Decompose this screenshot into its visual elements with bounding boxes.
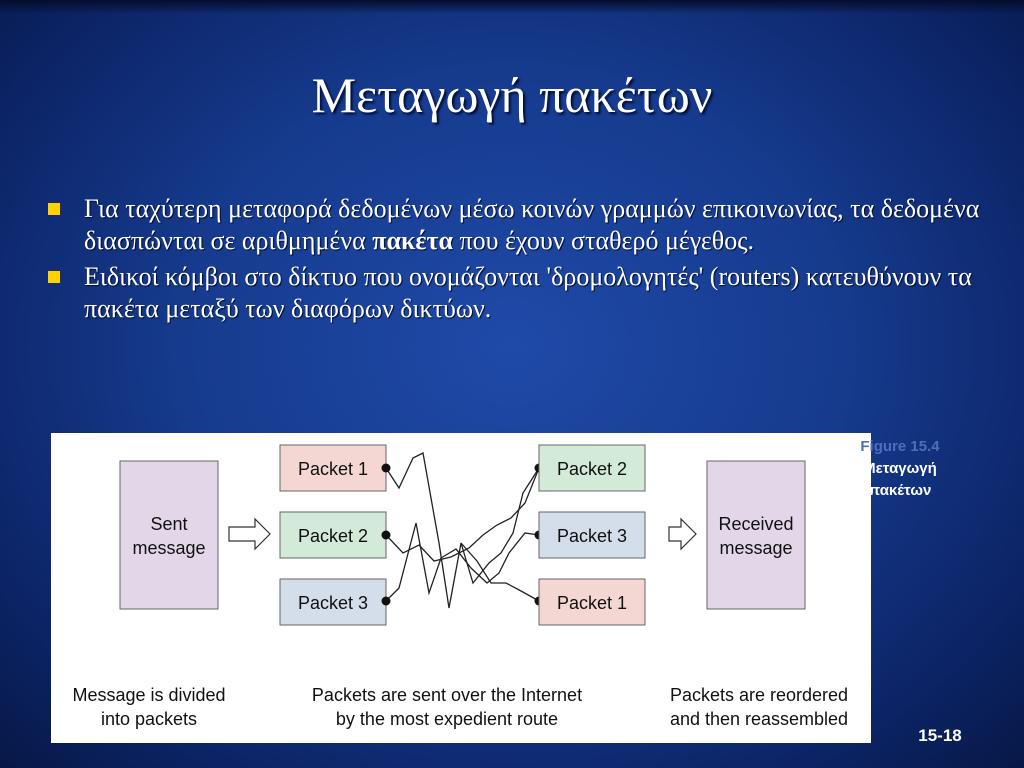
sent-message-label-1: Sent — [150, 514, 188, 534]
label-left-line-1: Message is divided — [72, 685, 226, 705]
router-dot — [382, 464, 391, 473]
bullet-square-icon — [48, 271, 60, 283]
route-packet-1 — [386, 453, 539, 608]
packet-switching-diagram — [51, 433, 871, 743]
figure-caption-line-1: Μεταγωγή — [863, 460, 937, 477]
slide-title: Μεταγωγή πακέτων — [311, 67, 713, 123]
label-mid-line-2: by the most expedient route — [335, 709, 559, 729]
label-mid-line-1: Packets are sent over the Internet — [311, 685, 583, 705]
sent-message-box — [120, 461, 218, 609]
figure-number: Figure 15.4 — [860, 438, 940, 455]
left-packet-3-label: Packet 3 — [297, 593, 369, 613]
bullet-item-1 — [44, 193, 984, 257]
router-dot — [382, 531, 391, 540]
left-packet-2-label: Packet 2 — [297, 526, 369, 546]
label-right-line-1: Packets are reordered — [669, 685, 849, 705]
received-message-box — [707, 461, 805, 609]
arrow-right-icon — [669, 519, 696, 549]
packet-switching-figure — [51, 433, 871, 743]
label-right-line-2: and then reassembled — [669, 709, 849, 729]
bullet-2-text: Ειδικοί κόμβοι στο δίκτυο που ονομάζονται 'δρομολογητές' (routers) κατευθύνουν τα πακέτα μεταξύ των διαφόρων δικτύων. — [84, 262, 972, 323]
label-left-line-2: into packets — [100, 709, 198, 729]
page-number: 15-18 — [918, 726, 962, 745]
left-packet-1-label: Packet 1 — [297, 459, 369, 479]
router-dot — [382, 597, 391, 606]
bullet-1-bold-text: πακέτα — [372, 226, 453, 255]
figure-caption — [830, 436, 970, 502]
bullet-1-text-after: που έχουν σταθερό μέγεθος. — [453, 226, 755, 255]
top-shadow-bar — [0, 0, 1024, 14]
right-packet-2-label: Packet 3 — [556, 526, 628, 546]
arrow-right-icon — [229, 519, 270, 549]
bullet-list — [44, 193, 984, 329]
bullet-1-text-before: Για ταχύτερη μεταφορά δεδομένων μέσω κοινών γραμμών επικοινωνίας, τα δεδομένα διασπώνται σε αριθμημένα — [84, 194, 980, 255]
right-packet-1-label: Packet 2 — [556, 459, 628, 479]
right-packet-3-label: Packet 1 — [556, 593, 628, 613]
route-packet-3 — [386, 523, 539, 601]
received-message-label-2: message — [719, 538, 793, 558]
bullet-item-2 — [44, 261, 984, 325]
bullet-square-icon — [48, 203, 60, 215]
received-message-label-1: Received — [718, 514, 794, 534]
figure-caption-line-2: πακέτων — [868, 482, 932, 499]
sent-message-label-2: message — [132, 538, 206, 558]
